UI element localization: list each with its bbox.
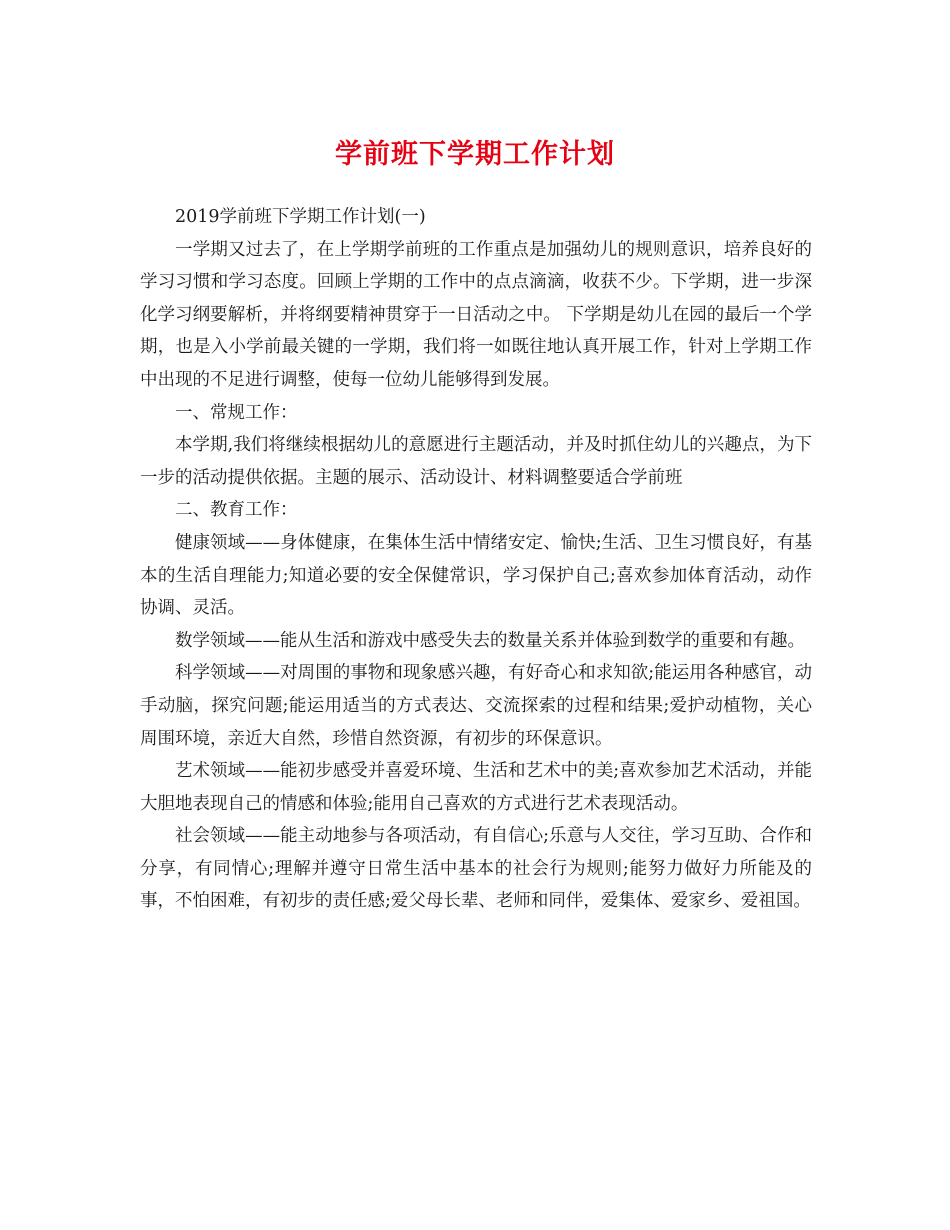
paragraph-health: 健康领域——身体健康，在集体生活中情绪安定、愉快;生活、卫生习惯良好，有基本的生活自理能力;知道必要的安全保健常识，学习保护自己;喜欢参加体育活动，动作协调、灵活。 [140, 532, 812, 619]
paragraph-routine: 本学期,我们将继续根据幼儿的意愿进行主题活动，并及时抓住幼儿的兴趣点，为下一步的活动提供依据。主题的展示、活动设计、材料调整要适合学前班 [140, 435, 812, 488]
paragraph-social: 社会领域——能主动地参与各项活动，有自信心;乐意与人交往，学习互助、合作和分享，有同情心;理解并遵守日常生活中基本的社会行为规则;能努力做好力所能及的事，不怕困难，有初步的责任感;爱父母长辈、老师和同伴，爱集体、爱家乡、爱祖国。 [140, 826, 812, 912]
paragraph-art: 艺术领域——能初步感受并喜爱环境、生活和艺术中的美;喜欢参加艺术活动，并能大胆地表现自己的情感和体验;能用自己喜欢的方式进行艺术表现活动。 [140, 761, 812, 814]
paragraph-math: 数学领域——能从生活和游戏中感受失去的数量关系并体验到数学的重要和有趣。 [175, 630, 805, 651]
paragraph-science: 科学领域——对周围的事物和现象感兴趣，有好奇心和求知欲;能运用各种感官，动手动脑，探究问题;能运用适当的方式表达、交流探索的过程和结果;爱护动植物，关心周围环境，亲近大自然，珍惜自然资源，有初步的环保意识。 [140, 663, 812, 749]
section-heading-education: 二、教育工作： [175, 500, 298, 521]
paragraph-intro: 一学期又过去了，在上学期学前班的工作重点是加强幼儿的规则意识，培养良好的学习习惯和学习态度。回顾上学期的工作中的点点滴滴，收获不少。下学期，进一步深化学习纲要解析，并将纲要精神贯穿于一日活动之中。 下学期是幼儿在园的最后一个学期，也是入小学前最关键的一学期，我们将一如既往地认真开展工作，针对上学期工作中出现的不足进行调整，使每一位幼儿能够得到发展。 [140, 239, 812, 390]
paragraph-subtitle: 2019学前班下学期工作计划(一) [175, 207, 426, 227]
section-heading-routine: 一、常规工作： [175, 402, 298, 423]
document-body [140, 201, 812, 918]
document-title: 学前班下学期工作计划 [335, 139, 615, 170]
